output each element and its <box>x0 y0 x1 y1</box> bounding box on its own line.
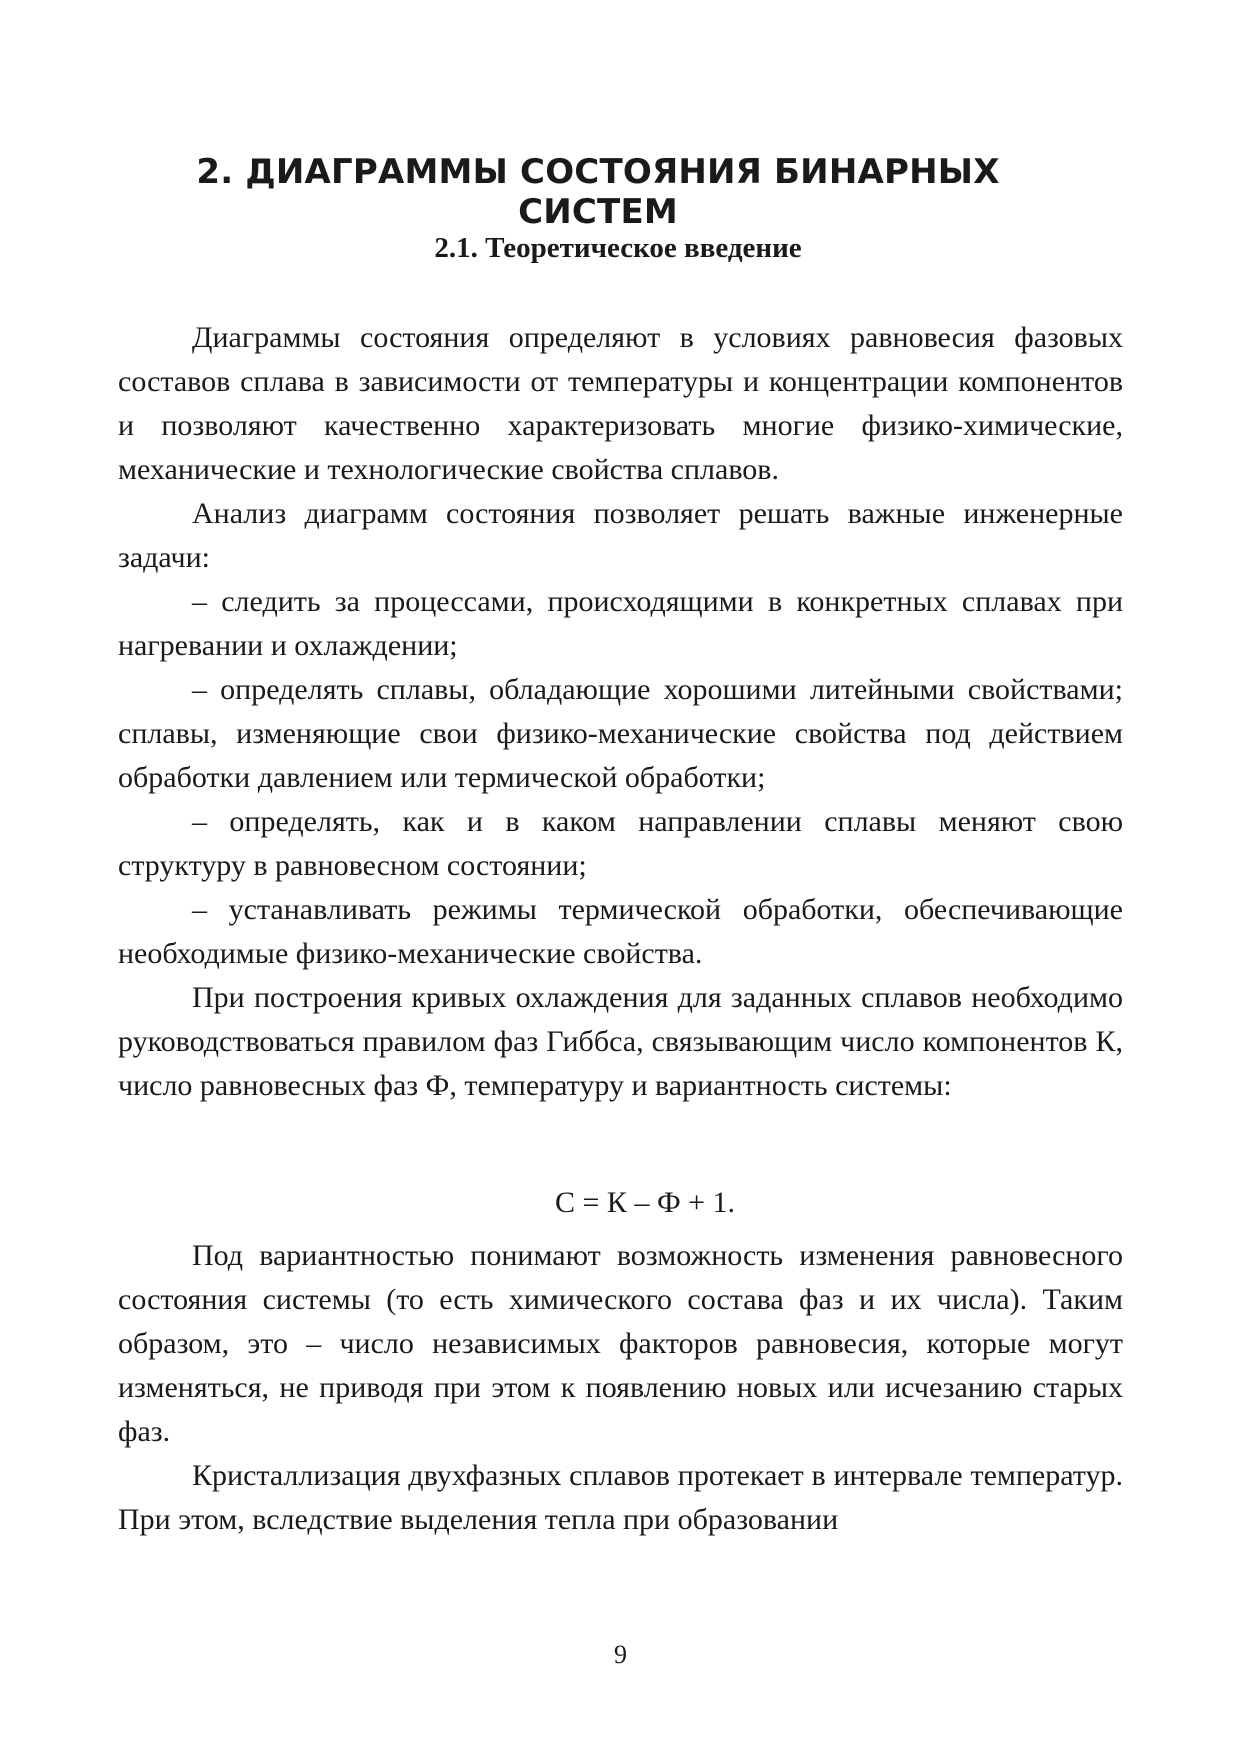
list-item: – определять сплавы, обладающие хорошими литейными свойствами; сплавы, изменяющие свои физико-механические свойства под действием обработки давлением или термической обработки; <box>118 673 1123 794</box>
body-text-block-1 <box>118 316 1123 1108</box>
body-text-block-2 <box>118 1234 1123 1542</box>
page-number: 9 <box>614 1640 627 1669</box>
list-item: – устанавливать режимы термической обработки, обеспечивающие необходимые физико-механические свойства. <box>118 893 1123 970</box>
paragraph: Диаграммы состояния определяют в условиях равновесия фазовых составов сплава в зависимости от температуры и концентрации компонентов и позволяют качественно характеризовать многие физико-химические, механические и технологические свойства сплавов. <box>118 321 1123 486</box>
gibbs-phase-rule-formula: С = К – Ф + 1. <box>555 1186 736 1219</box>
list-item: – определять, как и в каком направлении сплавы меняют свою структуру в равновесном состоянии; <box>118 805 1123 882</box>
paragraph: Под вариантностью понимают возможность изменения равновесного состояния системы (то есть химического состава фаз и их числа). Таким образом, это – число независимых факторов равновесия, которые могут изменяться, не приводя при этом к появлению новых или исчезанию старых фаз. <box>118 1239 1123 1448</box>
chapter-title: 2. ДИАГРАММЫ СОСТОЯНИЯ БИНАРНЫХ СИСТЕМ <box>196 152 1000 232</box>
section-title: 2.1. Теоретическое введение <box>434 232 802 264</box>
paragraph: При построения кривых охлаждения для заданных сплавов необходимо руководствоваться правилом фаз Гиббса, связывающим число компонентов К, число равновесных фаз Ф, температуру и вариантность системы: <box>118 981 1123 1102</box>
paragraph: Кристаллизация двухфазных сплавов протекает в интервале температур. При этом, вследствие выделения тепла при образовании <box>118 1459 1123 1536</box>
list-item: – следить за процессами, происходящими в конкретных сплавах при нагревании и охлаждении; <box>118 585 1123 662</box>
paragraph: Анализ диаграмм состояния позволяет решать важные инженерные задачи: <box>118 497 1123 574</box>
